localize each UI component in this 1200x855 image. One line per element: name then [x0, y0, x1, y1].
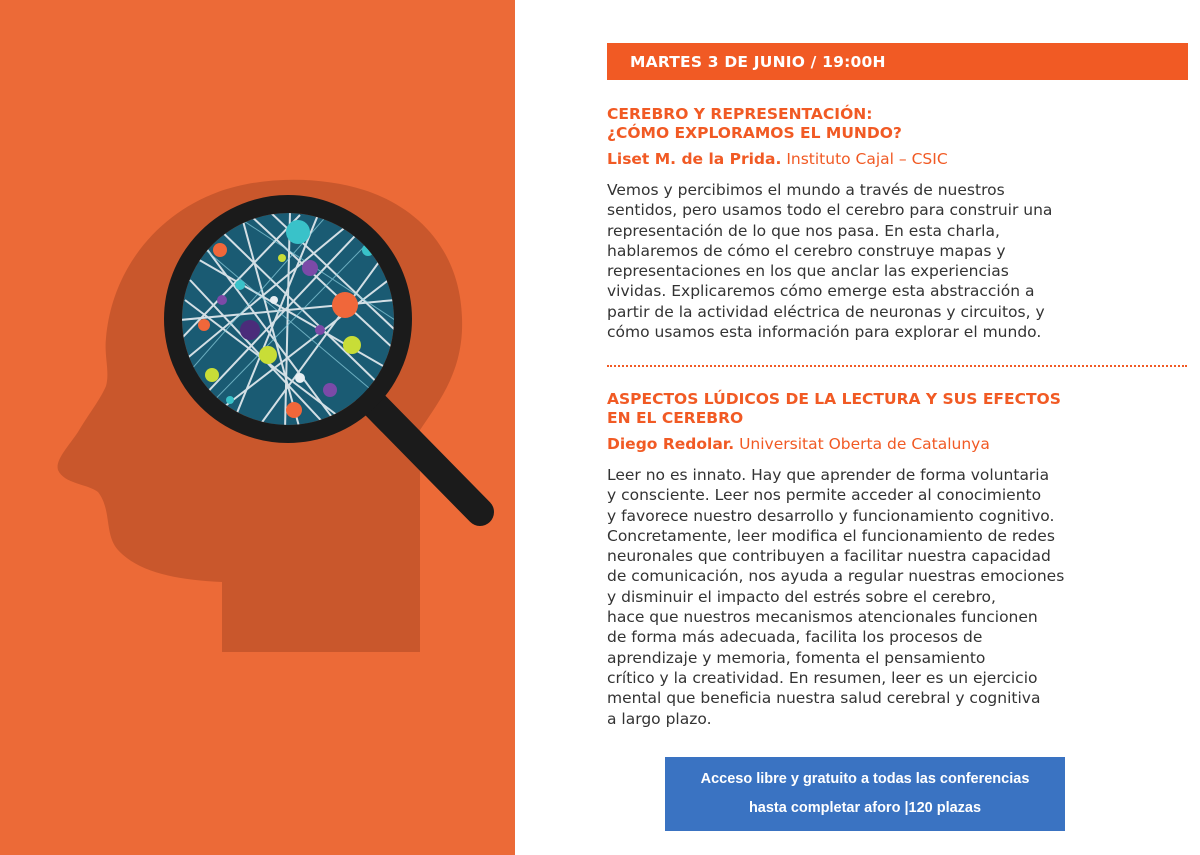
talk-1-speaker: Liset M. de la Prida.: [607, 150, 782, 168]
talk-2: [607, 390, 1187, 729]
talk-1-institution: Instituto Cajal – CSIC: [786, 150, 948, 168]
talk-2-description: Leer no es innato. Hay que aprender de forma voluntaria y consciente. Leer nos permite acceder al conocimiento y favorece nuestro desarrollo y funcionamiento cognitivo. Concretamente, leer modifica el funcionamiento de redes neuronales que contribuyen a facilitar nuestra capacidad de comunicación, nos ayuda a regular nuestras emociones y disminuir el impacto del estrés sobre el cerebro, hace que nuestros mecanismos atencionales funcionen de forma más adecuada, facilita los procesos de aprendizaje y memoria, fomenta el pensamiento crítico y la creatividad. En resumen, leer es un ejercicio mental que beneficia nuestra salud cerebral y cognitiva a largo plazo.: [607, 466, 1065, 728]
talk-1-speaker-line: [607, 150, 1187, 169]
section-divider: [607, 365, 1187, 367]
talk-1-title: CEREBRO Y REPRESENTACIÓN: ¿CÓMO EXPLORAMOS EL MUNDO?: [607, 105, 902, 142]
talk-1-description: Vemos y percibimos el mundo a través de nuestros sentidos, pero usamos todo el cerebro para construir una representación de lo que nos pasa. En esta charla, hablaremos de cómo el cerebro construye mapas y representaciones en los que anclar las experiencias vividas. Explicaremos cómo emerge esta abstracción a partir de la actividad eléctrica de neuronas y circuitos, y cómo usamos esta información para explorar el mundo.: [607, 181, 1053, 342]
date-time-label: MARTES 3 DE JUNIO / 19:00H: [630, 52, 886, 71]
talk-2-title: ASPECTOS LÚDICOS DE LA LECTURA Y SUS EFECTOS EN EL CEREBRO: [607, 390, 1061, 427]
access-info-box: [665, 757, 1065, 831]
talk-1: [607, 105, 1187, 342]
talk-2-speaker: Diego Redolar.: [607, 435, 735, 453]
talk-2-institution: Universitat Oberta de Catalunya: [739, 435, 990, 453]
date-banner: [607, 43, 1188, 80]
talk-2-speaker-line: [607, 435, 1187, 454]
access-line-1: Acceso libre y gratuito a todas las conferencias: [700, 771, 1030, 787]
head-silhouette-icon: [0, 0, 515, 855]
access-line-2: hasta completar aforo |120 plazas: [748, 800, 982, 816]
illustration-panel: [0, 0, 515, 855]
event-info-panel: [515, 0, 1200, 855]
